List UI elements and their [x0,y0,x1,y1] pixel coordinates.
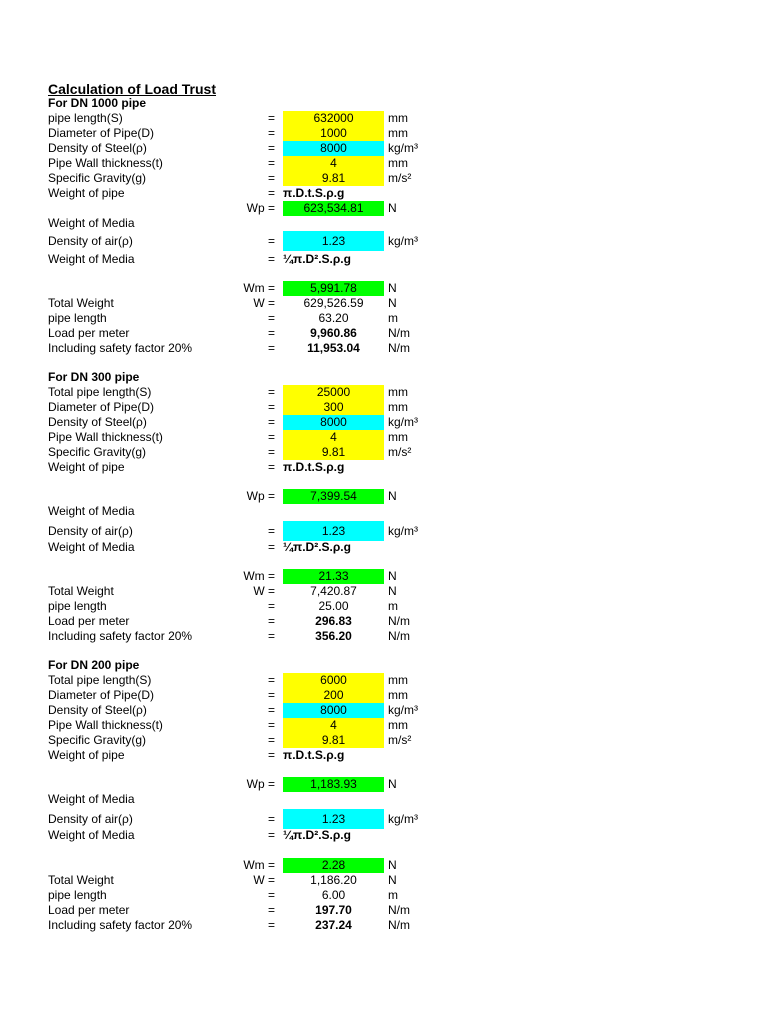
density-steel-input[interactable]: 8000 [283,141,384,156]
density-air-label: Density of air(ρ) [48,524,133,538]
wm-value[interactable]: 5,991.78 [283,281,384,296]
eq-sign: = [267,415,275,429]
wm-value[interactable]: 2.28 [283,858,384,873]
eq-sign: = [267,460,275,474]
gravity-label: Specific Gravity(g) [48,445,147,459]
wall-thickness-label: Pipe Wall thickness(t) [48,718,163,732]
w-symbol: W = [253,296,275,310]
pipe-length-label: Total pipe length(S) [48,673,152,687]
unit: N [388,281,397,295]
total-weight-value: 7,420.87 [310,584,357,598]
wm-value[interactable]: 21.33 [283,569,384,584]
pipe-length-m-label: pipe length [48,599,107,613]
eq-sign: = [267,688,275,702]
eq-sign: = [267,171,275,185]
eq-sign: = [267,430,275,444]
unit: N [388,296,397,310]
eq-sign: = [267,748,275,762]
gravity-input[interactable]: 9.81 [283,445,384,460]
wp-value[interactable]: 623,534.81 [283,201,384,216]
safety-value: 11,953.04 [307,341,360,355]
eq-sign: = [267,252,275,266]
wall-thickness-input[interactable]: 4 [283,718,384,733]
unit: kg/m³ [388,703,418,717]
eq-sign: = [267,141,275,155]
unit: mm [388,718,408,732]
weight-media-label: Weight of Media [48,828,135,842]
unit: m/s² [388,733,412,747]
wp-value[interactable]: 7,399.54 [283,489,384,504]
w-symbol: W = [253,584,275,598]
unit: N [388,858,397,872]
wm-symbol: Wm = [243,858,275,872]
eq-sign: = [267,918,275,932]
weight-media-heading: Weight of Media [48,792,135,806]
weight-pipe-label: Weight of pipe [48,186,125,200]
wm-symbol: Wm = [243,569,275,583]
unit: mm [388,688,408,702]
load-per-meter-label: Load per meter [48,903,130,917]
total-weight-value: 629,526.59 [303,296,364,310]
total-weight-value: 1,186.20 [310,873,357,887]
load-per-meter-label: Load per meter [48,326,130,340]
unit: N/m [388,629,410,643]
diameter-label: Diameter of Pipe(D) [48,688,155,702]
density-air-label: Density of air(ρ) [48,234,133,248]
wp-symbol: Wp = [246,201,275,215]
diameter-label: Diameter of Pipe(D) [48,400,155,414]
unit: N [388,873,397,887]
safety-label: Including safety factor 20% [48,629,193,643]
weight-media-heading: Weight of Media [48,504,135,518]
unit: mm [388,126,408,140]
unit: m [388,599,398,613]
unit: N [388,584,397,598]
unit: kg/m³ [388,524,418,538]
unit: m/s² [388,445,412,459]
unit: m [388,311,398,325]
density-air-label: Density of air(ρ) [48,812,133,826]
wall-thickness-input[interactable]: 4 [283,156,384,171]
weight-media-heading: Weight of Media [48,216,135,230]
section-heading: For DN 200 pipe [48,658,140,672]
unit: mm [388,400,408,414]
wall-thickness-label: Pipe Wall thickness(t) [48,430,163,444]
unit: kg/m³ [388,234,418,248]
pipe-length-m-label: pipe length [48,888,107,902]
gravity-input[interactable]: 9.81 [283,733,384,748]
gravity-input[interactable]: 9.81 [283,171,384,186]
section-heading: For DN 1000 pipe [48,96,147,110]
eq-sign: = [267,614,275,628]
safety-label: Including safety factor 20% [48,918,193,932]
load-per-meter-value: 197.70 [315,903,352,917]
unit: N/m [388,614,410,628]
density-steel-input[interactable]: 8000 [283,703,384,718]
pipe-length-label: Total pipe length(S) [48,385,152,399]
eq-sign: = [267,733,275,747]
eq-sign: = [267,400,275,414]
eq-sign: = [267,703,275,717]
eq-sign: = [267,341,275,355]
unit: mm [388,385,408,399]
unit: kg/m³ [388,141,418,155]
diameter-label: Diameter of Pipe(D) [48,126,155,140]
density-steel-label: Density of Steel(ρ) [48,141,147,155]
safety-value: 356.20 [315,629,352,643]
unit: N [388,201,397,215]
wp-symbol: Wp = [246,489,275,503]
unit: kg/m³ [388,415,418,429]
load-per-meter-value: 296.83 [315,614,352,628]
eq-sign: = [267,888,275,902]
unit: kg/m³ [388,812,418,826]
unit: N/m [388,918,410,932]
density-air-input[interactable]: 1.23 [283,809,384,829]
unit: mm [388,156,408,170]
unit: mm [388,673,408,687]
unit: mm [388,111,408,125]
eq-sign: = [267,903,275,917]
unit: N [388,777,397,791]
eq-sign: = [267,718,275,732]
eq-sign: = [267,828,275,842]
weight-media-formula: ¼π.D².S.ρ.g [283,828,351,842]
eq-sign: = [267,234,275,248]
density-steel-label: Density of Steel(ρ) [48,703,147,717]
eq-sign: = [267,673,275,687]
eq-sign: = [267,156,275,170]
pipe-length-input[interactable]: 632000 [283,111,384,126]
total-weight-label: Total Weight [48,873,114,887]
weight-pipe-label: Weight of pipe [48,748,125,762]
gravity-label: Specific Gravity(g) [48,733,147,747]
wm-symbol: Wm = [243,281,275,295]
wp-value[interactable]: 1,183.93 [283,777,384,792]
gravity-label: Specific Gravity(g) [48,171,147,185]
safety-label: Including safety factor 20% [48,341,193,355]
weight-pipe-formula: π.D.t.S.ρ.g [283,748,345,762]
wall-thickness-input[interactable]: 4 [283,430,384,445]
weight-pipe-formula: π.D.t.S.ρ.g [283,460,345,474]
weight-media-label: Weight of Media [48,252,135,266]
density-steel-input[interactable]: 8000 [283,415,384,430]
density-air-input[interactable]: 1.23 [283,521,384,541]
eq-sign: = [267,311,275,325]
w-symbol: W = [253,873,275,887]
eq-sign: = [267,540,275,554]
unit: N/m [388,326,410,340]
eq-sign: = [267,445,275,459]
pipe-length-m-value: 63.20 [318,311,349,325]
unit: N/m [388,903,410,917]
pipe-length-label: pipe length(S) [48,111,123,125]
diameter-input[interactable]: 1000 [283,126,384,141]
total-weight-label: Total Weight [48,584,114,598]
pipe-length-input[interactable]: 25000 [283,385,384,400]
pipe-length-m-value: 6.00 [321,888,346,902]
total-weight-label: Total Weight [48,296,114,310]
weight-media-label: Weight of Media [48,540,135,554]
weight-pipe-formula: π.D.t.S.ρ.g [283,186,345,200]
pipe-length-m-value: 25.00 [318,599,349,613]
load-per-meter-label: Load per meter [48,614,130,628]
diameter-input[interactable]: 300 [283,400,384,415]
weight-media-formula: ¼π.D².S.ρ.g [283,540,351,554]
unit: N [388,489,397,503]
weight-pipe-label: Weight of pipe [48,460,125,474]
safety-value: 237.24 [315,918,352,932]
wp-symbol: Wp = [246,777,275,791]
unit: m [388,888,398,902]
eq-sign: = [267,629,275,643]
eq-sign: = [267,186,275,200]
density-steel-label: Density of Steel(ρ) [48,415,147,429]
eq-sign: = [267,326,275,340]
unit: N/m [388,341,410,355]
pipe-length-input[interactable]: 6000 [283,673,384,688]
eq-sign: = [267,111,275,125]
page-title: Calculation of Load Trust [48,81,217,97]
eq-sign: = [267,599,275,613]
unit: N [388,569,397,583]
diameter-input[interactable]: 200 [283,688,384,703]
section-heading: For DN 300 pipe [48,370,140,384]
eq-sign: = [267,385,275,399]
unit: m/s² [388,171,412,185]
eq-sign: = [267,524,275,538]
weight-media-formula: ¼π.D².S.ρ.g [283,252,351,266]
load-per-meter-value: 9,960.86 [310,326,357,340]
eq-sign: = [267,126,275,140]
wall-thickness-label: Pipe Wall thickness(t) [48,156,163,170]
density-air-input[interactable]: 1.23 [283,231,384,251]
eq-sign: = [267,812,275,826]
unit: mm [388,430,408,444]
pipe-length-m-label: pipe length [48,311,107,325]
